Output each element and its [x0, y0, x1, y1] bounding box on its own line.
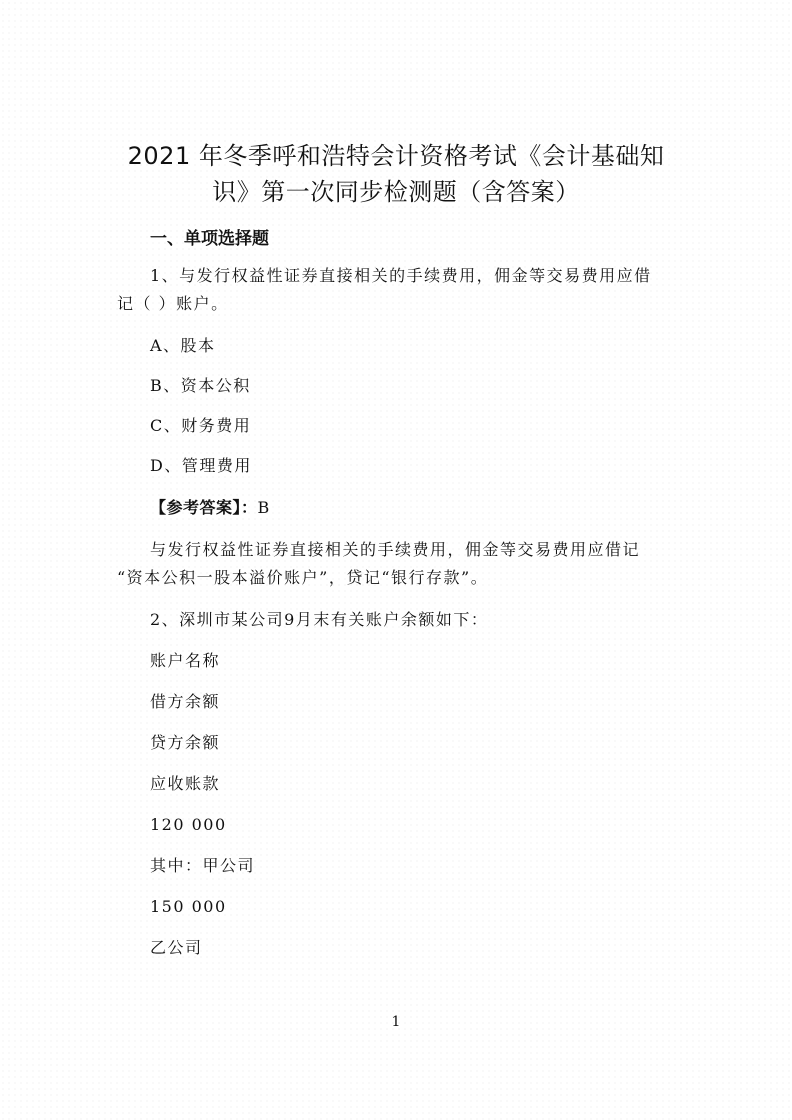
question-2-stem: 2、深圳市某公司9月末有关账户余额如下： [150, 610, 489, 629]
question-2-row: 借方余额 [150, 692, 221, 711]
question-1-explanation-line-2: “资本公积一股本溢价账户”，贷记“银行存款”。 [117, 568, 489, 587]
question-1-stem-line-1: 1、与发行权益性证券直接相关的手续费用，佣金等交易费用应借 [150, 266, 652, 285]
answer-value: B [257, 498, 271, 517]
question-1-option-a: A、股本 [150, 336, 216, 355]
question-1-option-b: B、资本公积 [150, 376, 251, 395]
document-title-line-1: 2021 年冬季呼和浩特会计资格考试《会计基础知 [127, 142, 665, 170]
section-heading: 一、单项选择题 [150, 229, 269, 249]
question-2-row: 150 000 [150, 897, 227, 916]
answer-label: 【参考答案】： [150, 498, 258, 517]
question-2-row: 账户名称 [150, 651, 221, 670]
question-1-stem-line-2: 记（ ）账户。 [117, 294, 229, 313]
question-1-explanation-line-1: 与发行权益性证券直接相关的手续费用，佣金等交易费用应借记 [150, 540, 641, 559]
question-2-row: 贷方余额 [150, 733, 221, 752]
question-2-row: 其中：甲公司 [150, 856, 256, 875]
question-1-option-d: D、管理费用 [150, 456, 252, 475]
question-1-answer [150, 500, 271, 516]
page-number: 1 [391, 1014, 401, 1030]
question-2-row: 乙公司 [150, 938, 203, 957]
question-2-row: 应收账款 [150, 774, 221, 793]
document-title-line-2: 识》第一次同步检测题（含答案） [212, 178, 580, 206]
question-1-option-c: C、财务费用 [150, 416, 252, 435]
question-2-row: 120 000 [150, 815, 227, 834]
